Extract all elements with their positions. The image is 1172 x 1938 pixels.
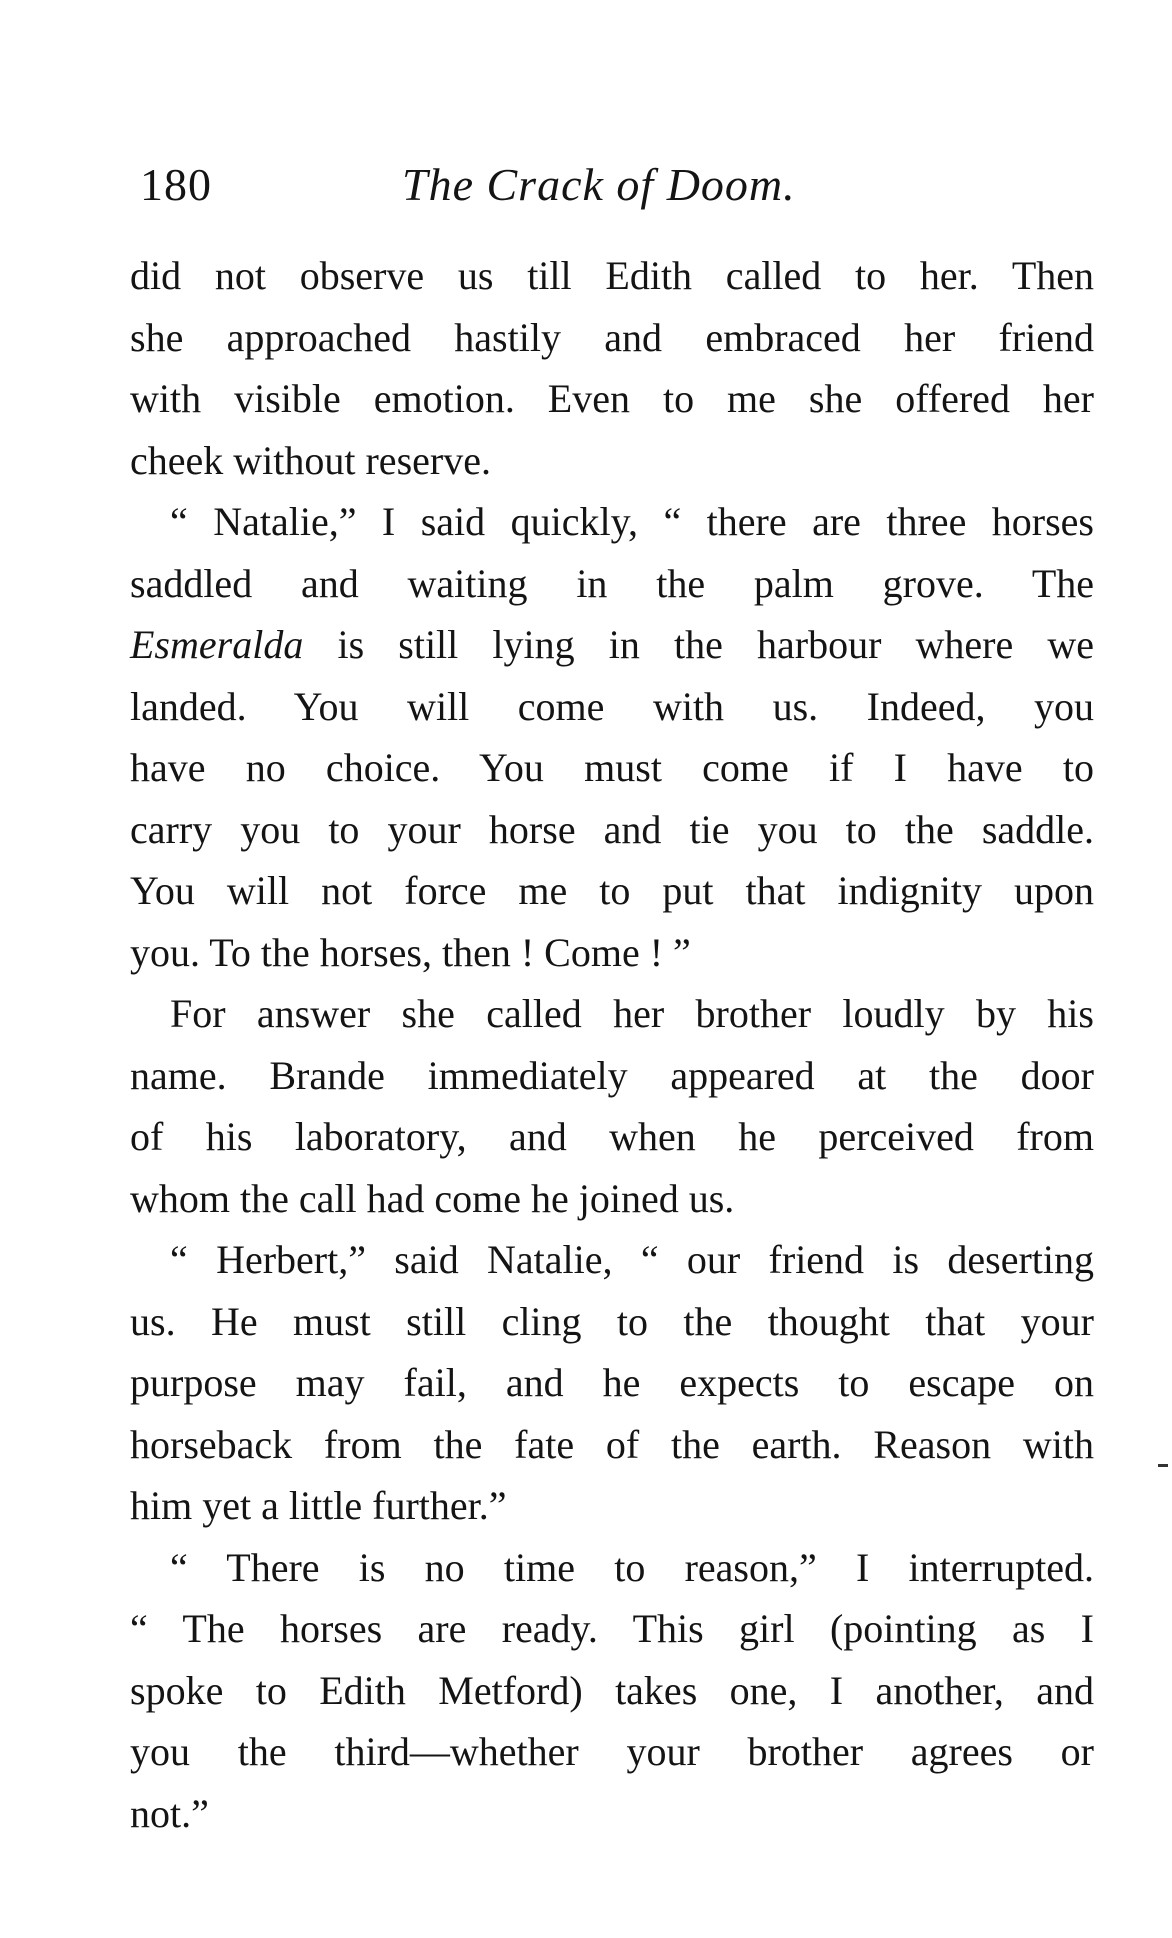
margin-mark: [1158, 1464, 1168, 1467]
text-line: cheek without reserve.: [130, 437, 491, 483]
text-line-rest: is still lying in the harbour where we: [303, 622, 1094, 667]
text-line: whom the call had come he joined us.: [130, 1175, 735, 1221]
page-number: 180: [140, 159, 212, 210]
text-line: you the third—whether your brother agrees or: [130, 1729, 1094, 1774]
text-line: You will not force me to put that indignity upon: [130, 868, 1094, 913]
text-line: “ Natalie,” I said quickly, “ there are three horses: [170, 499, 1094, 544]
text-line: she approached hastily and embraced her friend: [130, 314, 1094, 360]
ship-name: Esmeralda: [130, 622, 304, 667]
page-header: [140, 158, 1040, 218]
text-line: with visible emotion. Even to me she offered her: [130, 376, 1094, 421]
text-line: you. To the horses, then ! Come ! ”: [130, 929, 691, 975]
text-line-with-ship-name: [130, 614, 1094, 676]
body-text: [130, 245, 1094, 1844]
text-line: saddled and waiting in the palm grove. The: [130, 560, 1094, 606]
text-line: spoke to Edith Metford) takes one, I another, and: [130, 1667, 1094, 1713]
text-line: “ Herbert,” said Natalie, “ our friend is deserting: [170, 1237, 1094, 1282]
text-line: landed. You will come with us. Indeed, you: [130, 683, 1094, 729]
text-line: “ There is no time to reason,” I interrupted.: [170, 1544, 1094, 1590]
text-line: horseback from the fate of the earth. Reason with: [130, 1421, 1094, 1467]
text-line: did not observe us till Edith called to her. Then: [130, 253, 1094, 298]
running-title: The Crack of Doom.: [402, 159, 796, 210]
text-line: have no choice. You must come if I have to: [130, 745, 1094, 790]
text-line: “ The horses are ready. This girl (pointing as I: [130, 1606, 1094, 1651]
text-line: carry you to your horse and tie you to the saddle.: [130, 806, 1094, 852]
text-line: For answer she called her brother loudly by his: [170, 991, 1094, 1036]
text-line: of his laboratory, and when he perceived from: [130, 1114, 1094, 1159]
text-line: us. He must still cling to the thought that your: [130, 1298, 1094, 1344]
text-line: purpose may fail, and he expects to escape on: [130, 1360, 1094, 1405]
text-line: name. Brande immediately appeared at the door: [130, 1052, 1094, 1098]
text-line: him yet a little further.”: [130, 1483, 507, 1528]
text-line: not.”: [130, 1790, 209, 1836]
